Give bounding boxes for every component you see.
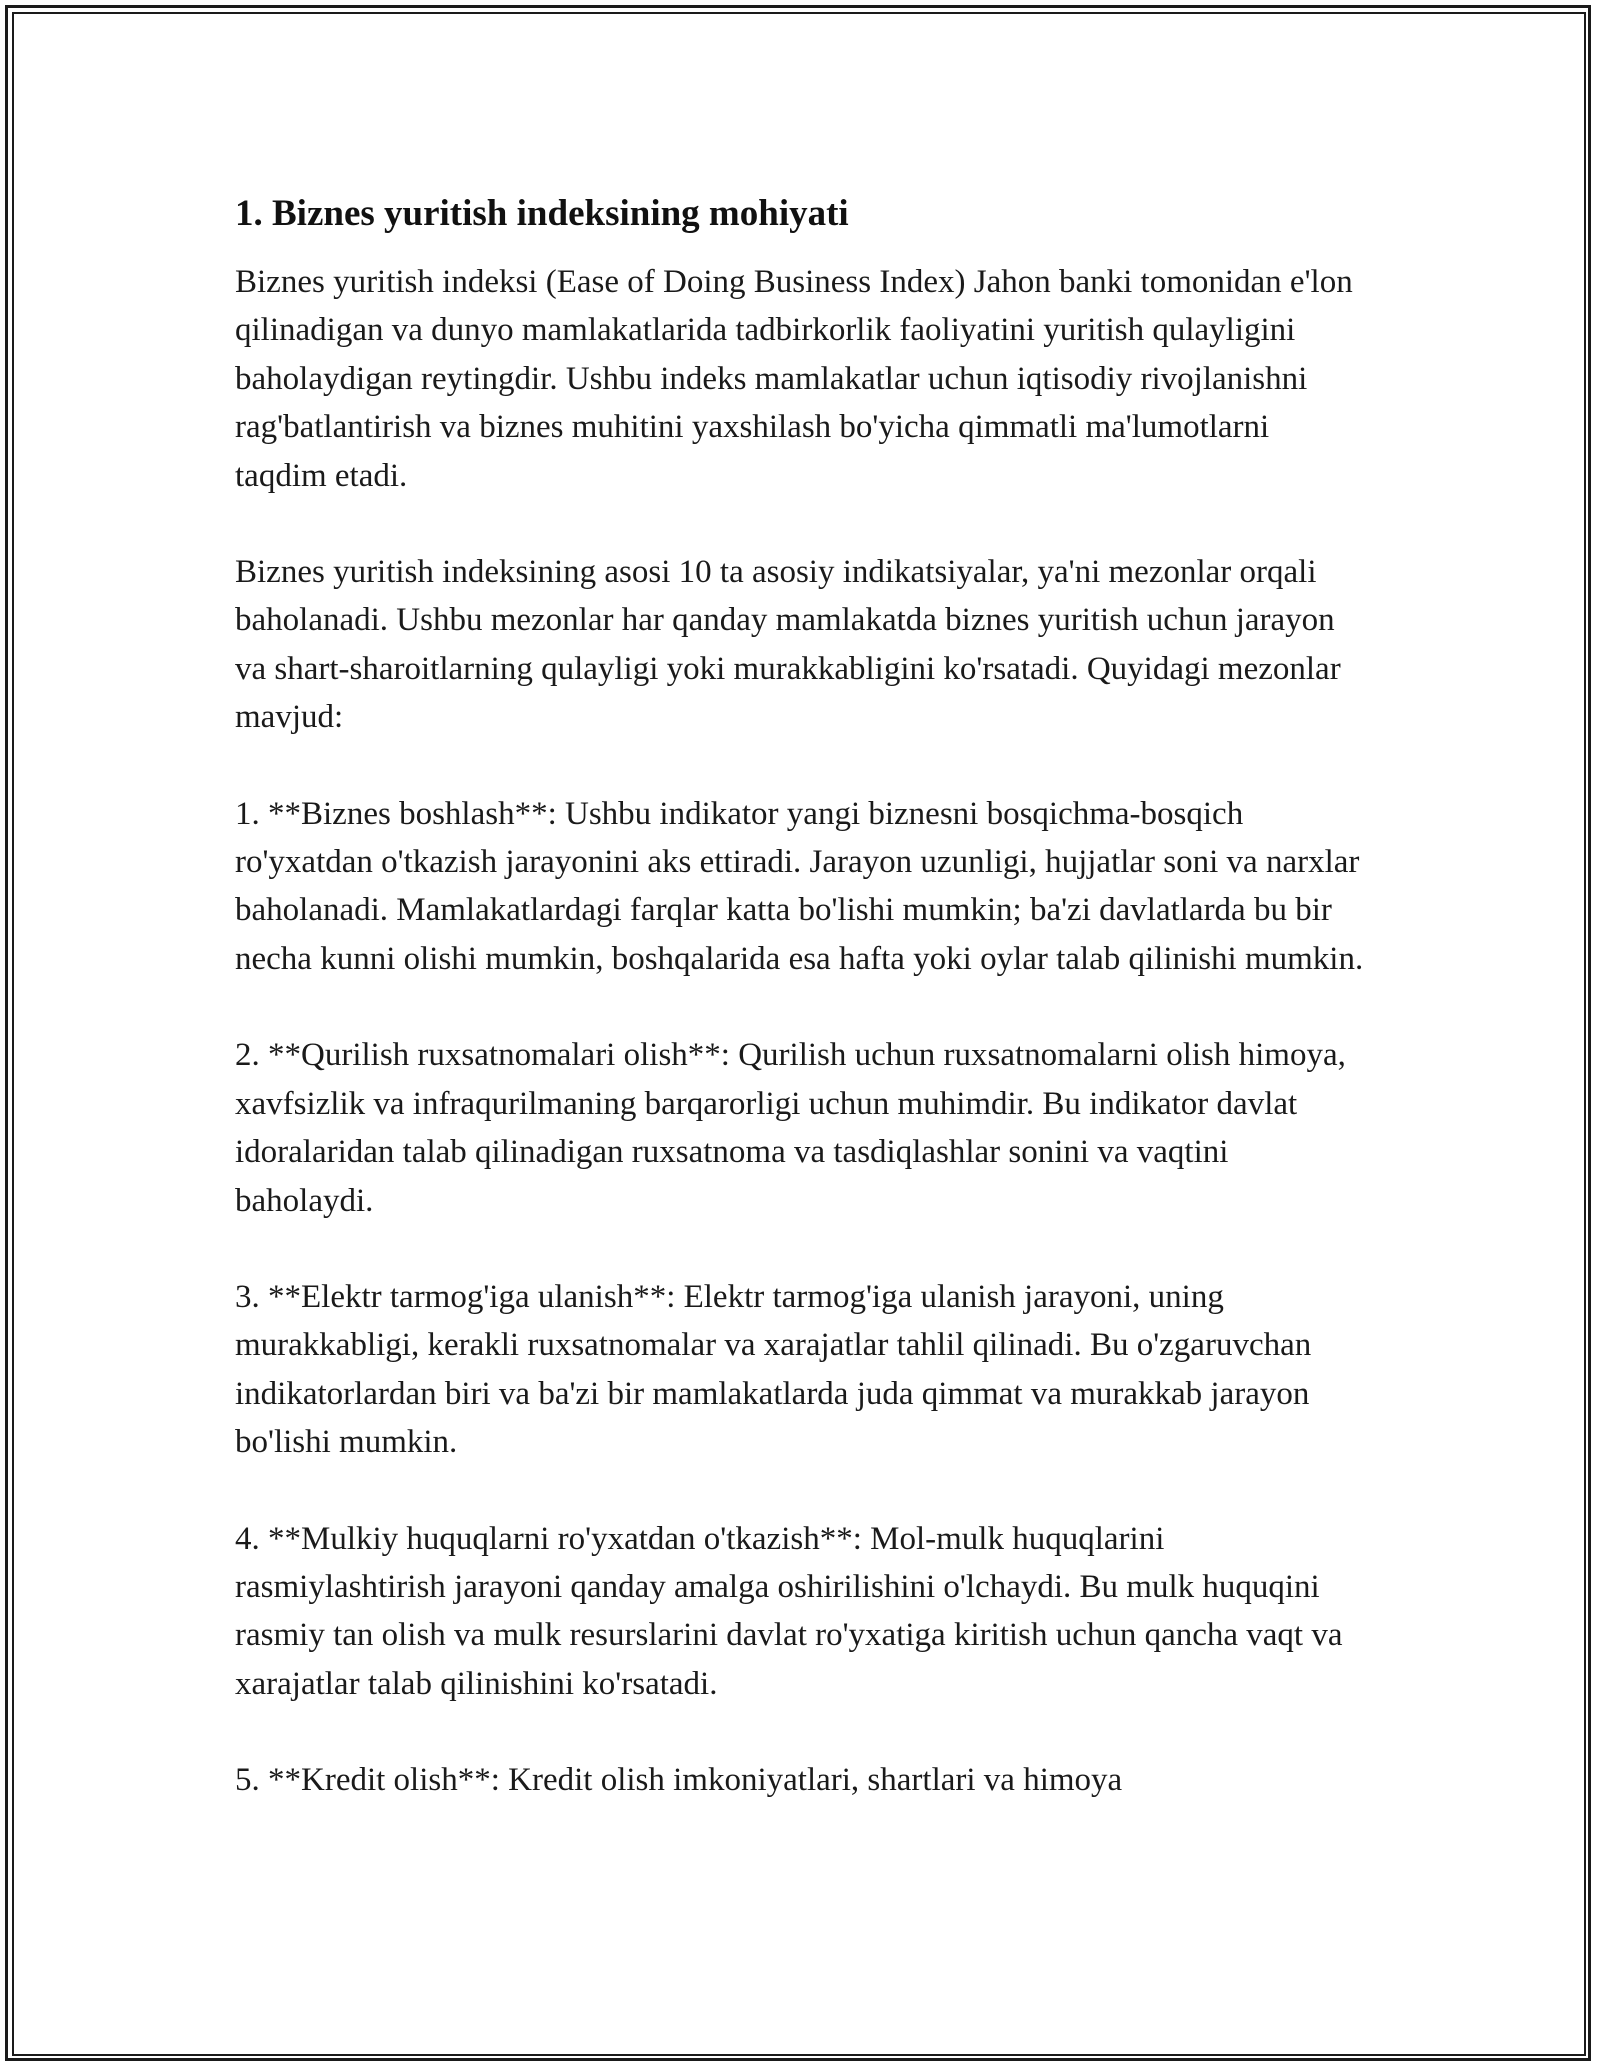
intro-paragraph: Biznes yuritish indeksi (Ease of Doing Business Index) Jahon banki tomonidan e'lon qilinadigan va dunyo mamlakatlarida tadbirkorlik faoliyatini yuritish qulayligini baholaydigan reytingdir. Ushbu indeks mamlakatlar uchun iqtisodiy rivojlanishni rag'batlantirish va biznes muhitini yaxshilash bo'yicha qimmatli ma'lumotlarni taqdim etadi. xyxy=(235,264,1353,494)
criterion-starting-business: 1. **Biznes boshlash**: Ushbu indikator yangi biznesni bosqichma-bosqich ro'yxatdan o'tkazish jarayonini aks ettiradi. Jarayon uzunligi, hujjatlar soni va narxlar baholanadi. Mamlakatlardagi farqlar katta bo'lishi mumkin; ba'zi davlatlarda bu bir necha kunni olishi mumkin, boshqalarida esa hafta yoki oylar talab qilinishi mumkin. xyxy=(235,795,1364,977)
page-title: 1. Biznes yuritish indeksining mohiyati xyxy=(235,193,849,234)
criterion-getting-electricity: 3. **Elektr tarmog'iga ulanish**: Elektr tarmog'iga ulanish jarayoni, uning murakkabligi, kerakli ruxsatnomalar va xarajatlar tahlil qilinadi. Bu o'zgaruvchan indikatorlardan biri va ba'zi bir mamlakatlarda juda qimmat va murakkab jarayon bo'lishi mumkin. xyxy=(235,1278,1312,1461)
criterion-registering-property: 4. **Mulkiy huquqlarni ro'yxatdan o'tkazish**: Mol-mulk huquqlarini rasmiylashtirish jarayoni qanday amalga oshirilishini o'lchaydi. Bu mulk huquqini rasmiy tan olish va mulk resurslarini davlat ro'yxatiga kiritish uchun qancha vaqt va xarajatlar talab qilinishini ko'rsatadi. xyxy=(235,1520,1343,1702)
criterion-construction-permits: 2. **Qurilish ruxsatnomalari olish**: Qurilish uchun ruxsatnomalarni olish himoya, xavfsizlik va infraqurilmaning barqarorligi uchun muhimdir. Bu indikator davlat idoralaridan talab qilinadigan ruxsatnoma va tasdiqlashlar sonini va vaqtini baholaydi. xyxy=(235,1037,1346,1219)
criteria-intro-paragraph: Biznes yuritish indeksining asosi 10 ta asosiy indikatsiyalar, ya'ni mezonlar orqali baholanadi. Ushbu mezonlar har qanday mamlakatda biznes yuritish uchun jarayon va shart-sharoitlarning qulayligi yoki murakkabligini ko'rsatadi. Quyidagi mezonlar mavjud: xyxy=(235,554,1341,736)
document-body xyxy=(235,190,1365,1805)
criterion-getting-credit: 5. **Kredit olish**: Kredit olish imkoniyatlari, shartlari va himoya xyxy=(235,1762,1123,1799)
